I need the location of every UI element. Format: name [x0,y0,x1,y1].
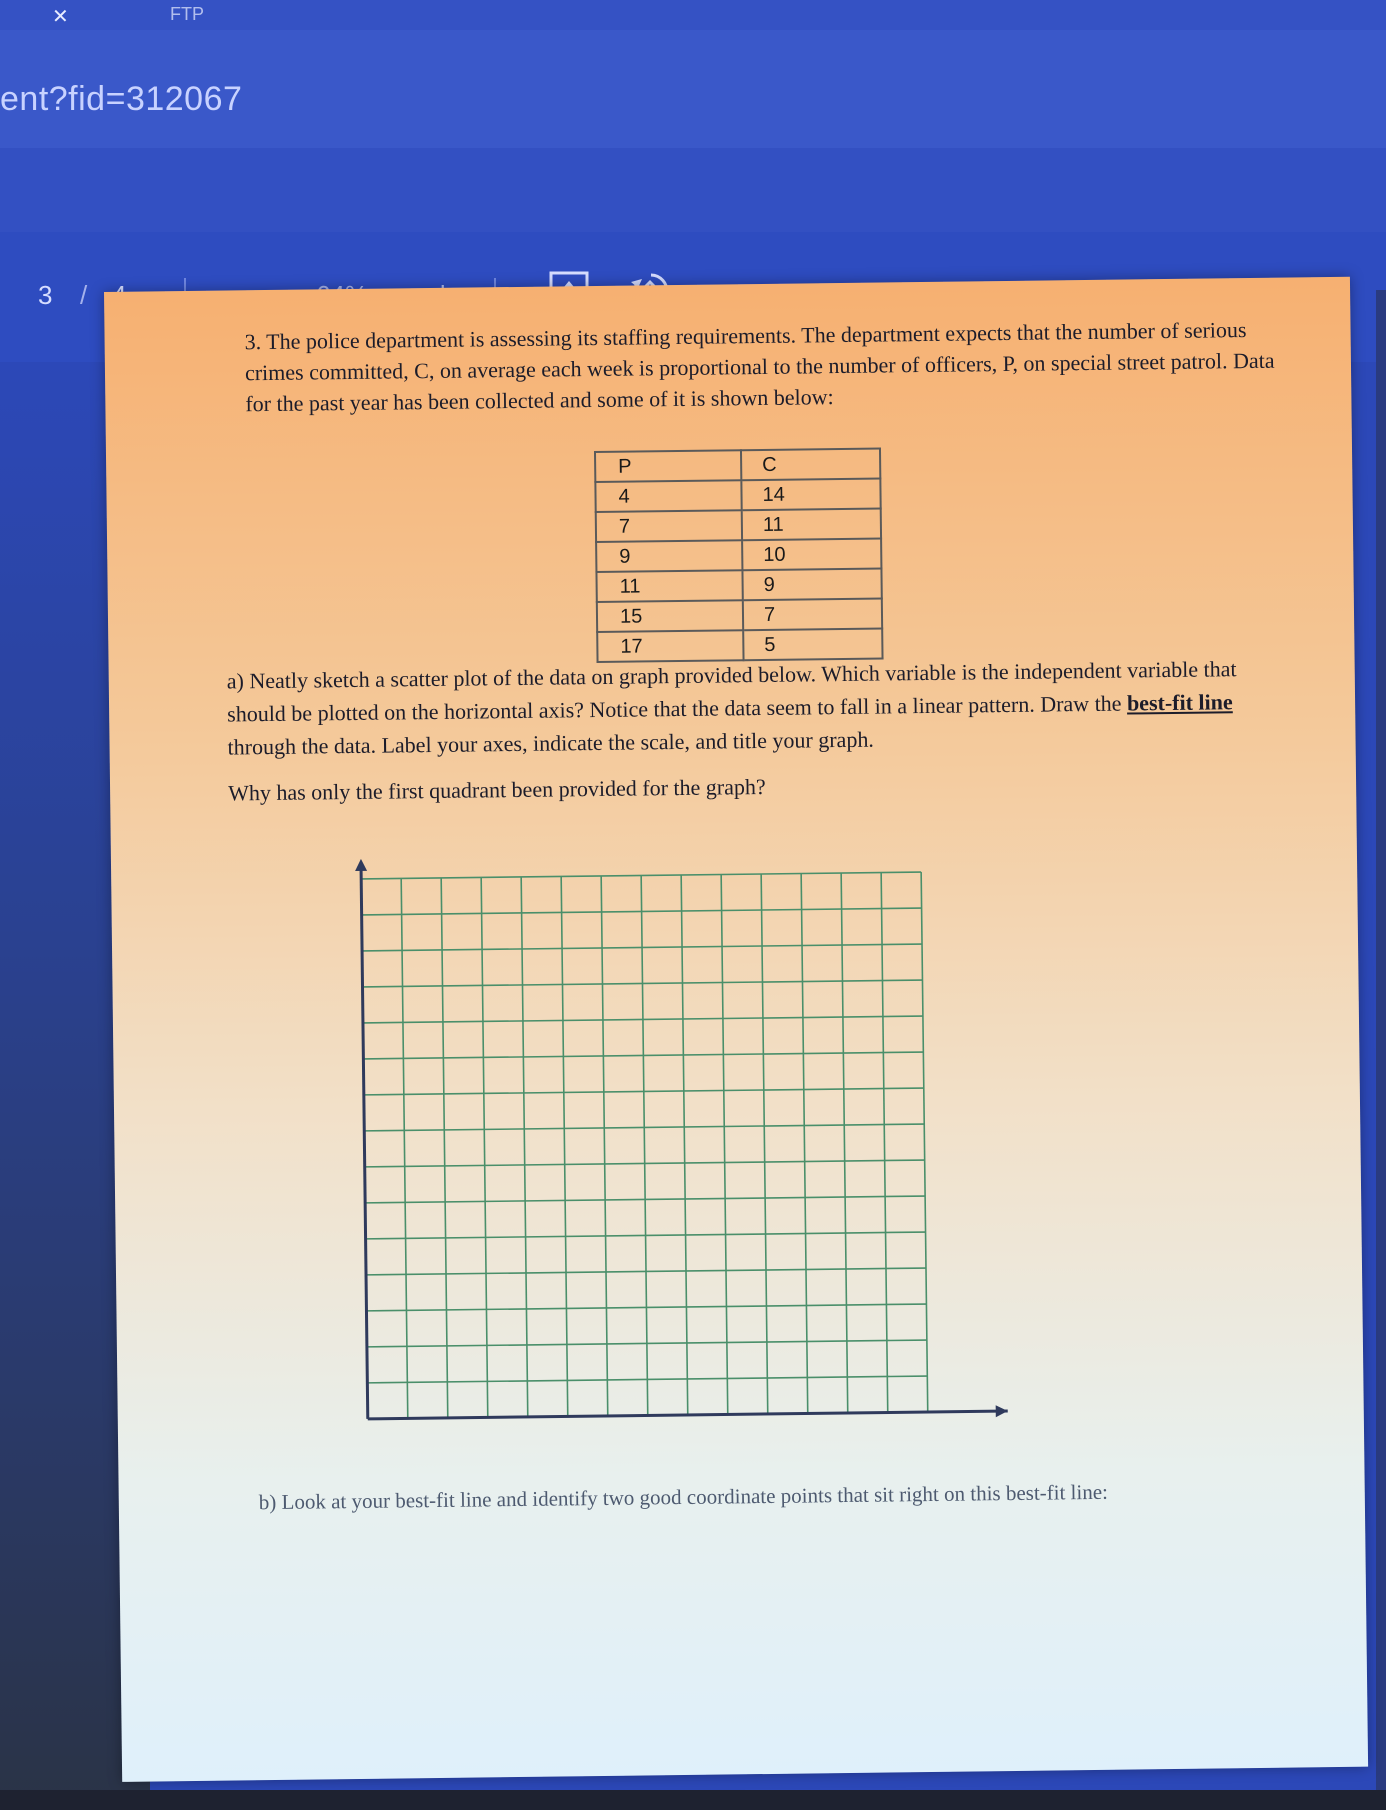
grid-line-vertical [481,877,488,1417]
part-a-text-1: a) Neatly sketch a scatter plot of the data on graph provided below. Which variable is the independent variable that should be plotted on the horizontal axis? Notice that the data seem to fall in a linear pattern. Draw the [226,656,1237,727]
url-text[interactable]: ent?fid=312067 [0,80,243,118]
taskbar-edge [0,1790,1386,1810]
table-cell: 11 [742,509,881,541]
table-row [596,539,881,572]
browser-content-header [0,148,1386,232]
part-a-why-question: Why has only the first quadrant been provided for the graph? [227,773,766,806]
part-a-text-2: through the data. Label your axes, indicate the scale, and title your graph. [227,726,875,760]
table-header-c: C [741,449,880,481]
y-axis-arrow [355,859,367,871]
address-bar[interactable] [0,30,1386,148]
grid-line-vertical [761,874,768,1414]
grid-line-vertical [641,875,648,1415]
grid-line-vertical [441,878,448,1418]
grid-line-vertical [601,876,608,1416]
grid-line-vertical [721,875,728,1415]
grid-line-vertical [921,872,928,1412]
table-header-row [595,449,880,482]
grid-line-vertical [561,876,568,1416]
table-cell: 9 [742,569,881,601]
browser-tab-bar [0,0,1386,30]
grid-line-vertical [801,874,808,1414]
table-cell: 17 [597,630,743,662]
grid-line-vertical [881,873,888,1413]
grid-line-vertical [521,877,528,1417]
best-fit-line-term: best-fit line [1126,689,1233,716]
table-cell: 7 [596,510,742,542]
part-b-text: b) Look at your best-fit line and identify two good coordinate points that sit right on this best-fit line: [258,1479,1109,1515]
table-header-p: P [595,450,741,482]
grid-line-vertical [401,878,408,1418]
tab-title[interactable]: FTP [170,4,204,24]
table-cell: 9 [596,540,742,572]
table-cell: 10 [742,539,881,571]
x-axis-arrow [996,1405,1008,1417]
tab-close-icon[interactable]: ✕ [52,6,69,28]
document-page [104,277,1368,1782]
question-3-text: 3. The police department is assessing its staffing requirements. The department expects that the number of serious crimes committed, C, on average each week is proportional to the number of officers, P, on special street patrol. Data for the past year has been collected and some of it is shown below: [244,317,1275,417]
table-row [595,479,880,512]
table-cell: 15 [597,600,743,632]
page-separator: / [80,280,88,310]
table-cell: 5 [743,629,882,661]
grid-line-vertical [841,873,848,1413]
y-axis [361,863,368,1419]
table-row [596,509,881,542]
part-a-text [227,652,1288,764]
table-cell: 4 [595,480,741,512]
first-quadrant-grid [331,851,1018,1459]
table-cell: 7 [743,599,882,631]
data-table [594,448,884,663]
table-row [597,599,882,632]
table-row [596,569,881,602]
blank-graph-grid [331,851,1018,1464]
table-cell: 14 [741,479,880,511]
page-current[interactable]: 3 [38,280,53,310]
grid-line-vertical [681,875,688,1415]
table-cell: 11 [596,570,742,602]
viewer-background-right [1376,290,1386,1810]
